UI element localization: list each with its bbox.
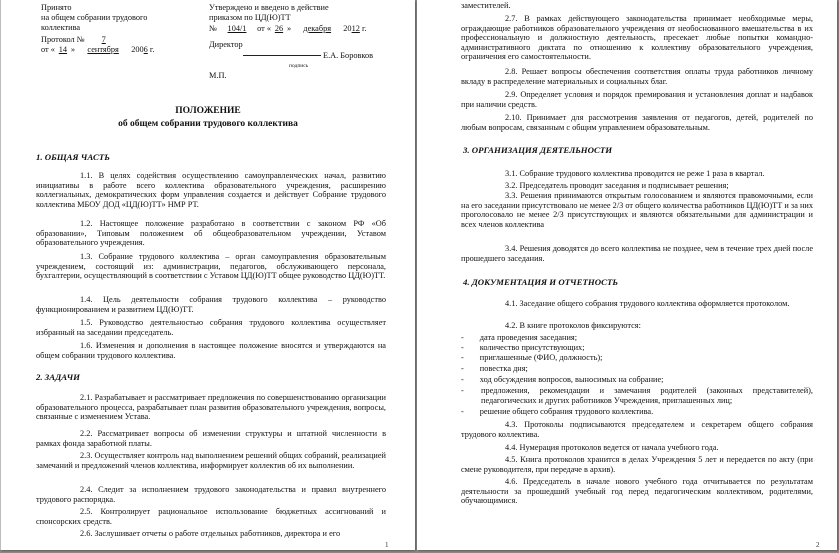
director-label: Директор: [209, 40, 243, 49]
signature-caption: подпись: [289, 63, 309, 69]
list-item: - количество присутствующих;: [461, 343, 585, 352]
protocol-year: 6: [143, 45, 148, 54]
director-name: Е.А. Боровков: [323, 51, 374, 60]
paragraph-4-2: 4.2. В книге протоколов фиксируются:: [505, 321, 641, 330]
header-left-line2: на общем собрании трудового: [41, 13, 148, 22]
paragraph-1-1: 1.1. В целях содействия осуществлению самоуправленческих начал, развитию инициативы в работе всего коллектива образовательного учреждения, расширению коллегиальных, демократических форм управления создается и действует Собрание трудового коллектива МБОУ ДОД «ЦД(Ю)ТТ» НМР РТ.: [36, 171, 386, 209]
header-right-line2: приказом по ЦД(Ю)ТТ: [209, 13, 291, 22]
document-page-1: [0, 0, 415, 550]
list-item: - дата проведения заседания;: [461, 333, 578, 342]
paragraph-4-6: 4.6. Председатель в начале нового учебного года отчитывается по результатам деятельности за прошедший учебный год перед педагогическим коллективом, родителями, обучающимися.: [461, 477, 813, 506]
page-number-1: 1: [385, 541, 389, 549]
order-day: 26: [274, 24, 284, 33]
paragraph-2-7: 2.7. В рамках действующего законодательства принимает необходимые меры, ограждающие работников образовательного учреждения от необоснованного вмешательства в их профессиональную и должностную деятельность, пресекает любые попытки командно-административного диктата по отношению к коллективу образовательного учреждения, ограничения его самостоятельности.: [461, 14, 813, 62]
protocol-line: Протокол № 7: [41, 35, 121, 45]
paragraph-1-3: 1.3. Собрание трудового коллектива – орган самоуправления образовательным учреждением, состоящий из: администрации, педагогов, обслуживающего персонала, бухгалтерии, осуществляющий в соответствии с Уставом ЦД(Ю)ТТ общее руководство ЦД(Ю)ТТ.: [36, 252, 386, 281]
paragraph-3-2: 3.2. Председатель проводит заседания и подписывает решения;: [505, 181, 729, 190]
document-title: ПОЛОЖЕНИЕ: [175, 106, 241, 116]
header-right-line1: Утверждено и введено в действие: [209, 3, 329, 12]
paragraph-1-5: 1.5. Руководство деятельностью собрания трудового коллектива осуществляет избранный на заседании председатель.: [36, 318, 386, 337]
page-number-2: 2: [816, 541, 820, 549]
section-2-heading: 2. ЗАДАЧИ: [36, 372, 81, 382]
section-4-heading: 4. ДОКУМЕНТАЦИЯ И ОТЧЕТНОСТЬ: [463, 277, 618, 287]
list-item: - ход обсуждения вопросов, выносимых на собрание;: [461, 375, 664, 384]
paragraph-1-6: 1.6. Изменения и дополнения в настоящее положение вносятся и утверждаются на общем собрании трудового коллектива.: [36, 341, 386, 360]
protocol-month: сентября: [87, 45, 119, 54]
order-year: 12: [351, 24, 360, 33]
paragraph-4-4: 4.4. Нумерация протоколов ведется от начала учебного года.: [505, 443, 719, 452]
stamp-initials: М.П.: [209, 71, 227, 80]
paragraph-2-9: 2.9. Определяет условия и порядок премирования и установления доплат и надбавок при наличии средств.: [461, 90, 813, 109]
continued-line: заместителей.: [461, 1, 511, 10]
signature-line: [243, 55, 321, 56]
paragraph-4-5: 4.5. Книга протоколов хранится в делах Учреждения 5 лет и передается по акту (при смене руководителя, при передаче в архив).: [461, 455, 813, 474]
document-page-2: [417, 0, 837, 550]
list-item: - предложения, рекомендации и замечания родителей (законных представителей), педагогических и других работников Учреждения, приглашенных лиц;: [461, 386, 813, 405]
paragraph-2-10: 2.10. Принимает для рассмотрения заявления от педагогов, детей, родителей по любым вопросам, связанным с общим управлением образовательным.: [461, 113, 813, 132]
paragraph-4-3: 4.3. Протоколы подписываются председателем и секретарем общего собрания трудового коллектива.: [461, 420, 813, 439]
section-3-heading: 3. ОРГАНИЗАЦИЯ ДЕЯТЕЛЬНОСТИ: [463, 145, 613, 155]
header-left-line1: Принято: [41, 3, 72, 12]
paragraph-3-3: 3.3. Решения принимаются открытым голосованием и являются правомочными, если на его заседании присутствовало не менее 2/3 от общего количества работников ЦД(Ю)ТТ и за них проголосовало не менее 2/3 присутствующих и являются обязательными для администрации и всех членов коллектива: [461, 191, 813, 229]
document-subtitle: об общем собрании трудового коллектива: [118, 119, 298, 129]
protocol-number: 7: [101, 35, 106, 44]
protocol-day: 14: [58, 45, 68, 54]
paragraph-2-5: 2.5. Контролирует рациональное использование бюджетных ассигнований и спонсорских средств.: [36, 507, 386, 526]
paragraph-2-3: 2.3. Осуществляет контроль над выполнением решений общих собраний, реализацией замечаний и предложений членов коллектива, информирует коллектив об их выполнении.: [36, 451, 386, 470]
paragraph-4-1: 4.1. Заседание общего собрания трудового коллектива оформляется протоколом.: [505, 299, 790, 308]
order-number: 104/1: [227, 24, 247, 33]
paragraph-2-2: 2.2. Рассматривает вопросы об изменении структуры и штатной численности в рамках фонда заработной платы.: [36, 429, 386, 448]
paragraph-2-6: 2.6. Заслушивает отчеты о работе отдельных работников, директора и его: [80, 529, 341, 538]
protocol-date-line: от « 14 » сентября 2006 г.: [41, 45, 155, 54]
paragraph-2-8: 2.8. Решает вопросы обеспечения соответствия оплаты труда работников личному вкладу в распределение материальных и социальных благ.: [461, 67, 813, 86]
paragraph-1-2: 1.2. Настоящее положение разработано в соответствии с законом РФ «Об образовании», Типовым положением об общеобразовательном учреждении, Уставом образовательного учреждения.: [36, 219, 386, 248]
paragraph-2-4: 2.4. Следит за исполнением трудового законодательства и правил внутреннего трудового распорядка.: [36, 485, 386, 504]
paragraph-1-4: 1.4. Цель деятельности собрания трудового коллектива – руководство функционированием и развитием ЦД(Ю)ТТ.: [36, 295, 386, 314]
list-item: - решение общего собрания трудового коллектива.: [461, 407, 654, 416]
paragraph-3-4: 3.4. Решения доводятся до всего коллектива не позднее, чем в течение трех дней после прошедшего заседания.: [461, 244, 813, 263]
list-item: - приглашенные (ФИО, должность);: [461, 353, 603, 362]
order-month: декабря: [303, 24, 332, 33]
header-left-line3: коллектива: [41, 23, 81, 32]
order-line: № 104/1 от « 26 » декабря 2012 г.: [209, 24, 367, 33]
section-1-heading: 1. ОБЩАЯ ЧАСТЬ: [36, 152, 110, 162]
paragraph-3-1: 3.1. Собрание трудового коллектива проводится не реже 1 раза в квартал.: [505, 169, 765, 178]
paragraph-2-1: 2.1. Разрабатывает и рассматривает предложения по совершенствованию организации образовательного процесса, разрабатывает план развития образовательного учреждения, вопросы, связанные с изменением Устава.: [36, 393, 386, 422]
list-item: - повестка дня;: [461, 364, 528, 373]
